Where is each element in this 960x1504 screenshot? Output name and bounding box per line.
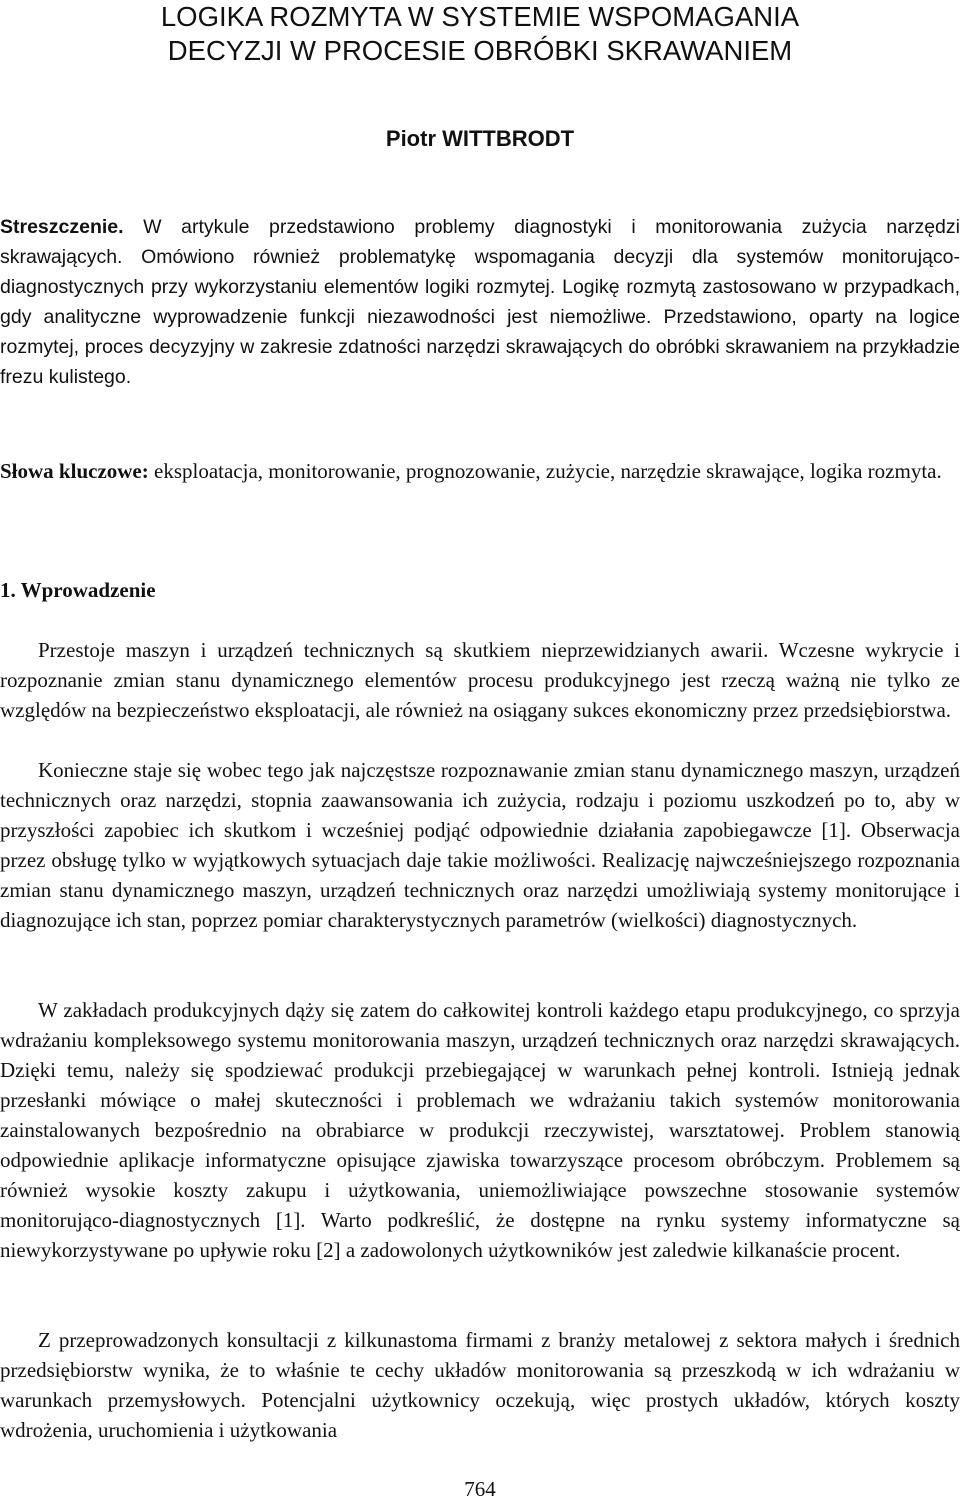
abstract-label: Streszczenie. — [0, 216, 124, 238]
section-heading: 1. Wprowadzenie — [0, 578, 156, 602]
keywords-text: eksploatacja, monitorowanie, prognozowanie, zużycie, narzędzie skrawające, logika rozmyta. — [148, 459, 942, 483]
abstract-text: W artykule przedstawiono problemy diagnostyki i monitorowania zużycia narzędzi skrawających. Omówiono również problematykę wspomagania decyzji dla systemów monitorująco-diagnostycznych przy wykorzystaniu elementów logiki rozmytej. Logikę rozmytą zastosowano w przypadkach, gdy analityczne wyprowadzenie funkcji niezawodności jest niemożliwe. Przedstawiono, oparty na logice rozmytej, proces decyzyjny w zakresie zdatności narzędzi skrawających do obróbki skrawaniem na przykładzie frezu kulistego. — [0, 216, 960, 388]
title-line-1: LOGIKA ROZMYTA W SYSTEMIE WSPOMAGANIA — [160, 1, 800, 32]
author-name: Piotr WITTBRODT — [385, 126, 575, 151]
body-paragraph-2: Konieczne staje się wobec tego jak najczęstsze rozpoznawanie zmian stanu dynamicznego maszyn, urządzeń technicznych oraz narzędzi, stopnia zaawansowania ich zużycia, rodzaju i poziomu uszkodzeń po to, aby w przyszłości zapobiec ich skutkom i wcześniej podjąć odpowiednie działania zapobiegawcze [1]. Obserwacja przez obsługę tylko w wyjątkowych sytuacjach daje takie możliwości. Realizację najwcześniejszego rozpoznania zmian stanu dynamicznego maszyn, urządzeń technicznych oraz narzędzi umożliwiają systemy monitorujące i diagnozujące ich stan, poprzez pomiar charakterystycznych parametrów (wielkości) diagnostycznych. — [0, 758, 960, 932]
body-paragraph-3: W zakładach produkcyjnych dąży się zatem do całkowitej kontroli każdego etapu produkcyjnego, co sprzyja wdrażaniu kompleksowego systemu monitorowania maszyn, urządzeń technicznych oraz narzędzi skrawających. Dzięki temu, należy się spodziewać produkcji przebiegającej w warunkach pełnej kontroli. Istnieją jednak przesłanki mówiące o małej skuteczności i problemach we wdrażaniu takich systemów monitorowania zainstalowanych bezpośrednio na obrabiarce w produkcji rzeczywistej, warsztatowej. Problem stanowią odpowiednie aplikacje informatyczne opisujące zjawiska towarzyszące procesom obróbczym. Problemem są również wysokie koszty zakupu i użytkowania, uniemożliwiające powszechne stosowanie systemów monitorująco-diagnostycznych [1]. Warto podkreślić, że dostępne na rynku systemy informatyczne są niewykorzystywane po upływie roku [2] a zadowolonych użytkowników jest zaledwie kilkanaście procent. — [0, 998, 960, 1262]
title-line-2: DECYZJI W PROCESIE OBRÓBKI SKRAWANIEM — [167, 35, 793, 66]
abstract — [0, 212, 960, 392]
body-paragraph-1: Przestoje maszyn i urządzeń technicznych są skutkiem nieprzewidzianych awarii. Wczesne wykrycie i rozpoznanie zmian stanu dynamicznego elementów procesu produkcyjnego jest rzeczą ważną nie tylko ze względów na bezpieczeństwo eksploatacji, ale również na osiągany sukces ekonomiczny przez przedsiębiorstwa. — [0, 638, 960, 722]
keywords-label: Słowa kluczowe: — [0, 459, 149, 483]
paper-title — [0, 0, 960, 68]
keywords — [0, 456, 960, 486]
body-paragraph-4: Z przeprowadzonych konsultacji z kilkunastoma firmami z branży metalowej z sektora małych i średnich przedsiębiorstw wynika, że to właśnie te cechy układów monitorowania są przeszkodą w ich wdrażaniu w warunkach przemysłowych. Potencjalni użytkownicy oczekują, więc prostych układów, których koszty wdrożenia, uruchomienia i użytkowania — [0, 1328, 960, 1442]
page-number: 764 — [464, 1477, 496, 1501]
